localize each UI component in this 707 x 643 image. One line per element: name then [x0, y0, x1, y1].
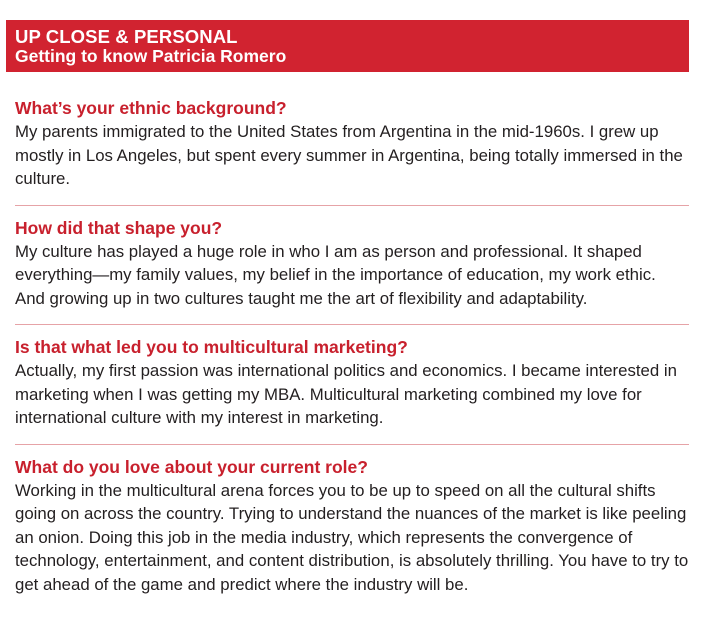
question-heading: What do you love about your current role?: [15, 456, 368, 477]
question-heading: How did that shape you?: [15, 217, 223, 238]
answer-text: My parents immigrated to the United States from Argentina in the mid-1960s. I grew up mostly in Los Angeles, but spent every summer in Argentina, being totally immersed in the culture.: [15, 122, 683, 188]
divider: [15, 324, 689, 325]
qa-item-current-role: [6, 456, 689, 597]
qa-list: [6, 97, 689, 596]
divider: [15, 444, 689, 445]
answer-text: My culture has played a huge role in who I am as person and professional. It shaped everything—my family values, my belief in the importance of education, my work ethic. And growing up in two cultures taught me the art of flexibility and adaptability.: [15, 241, 656, 308]
answer-text: Actually, my first passion was international politics and economics. I became interested in marketing when I was getting my MBA. Multicultural marketing combined my love for international culture with my interest in marketing.: [15, 361, 677, 427]
qa-item-shape-you: [6, 217, 689, 311]
answer-text: Working in the multicultural arena forces you to be up to speed on all the cultural shifts going on across the country. Trying to understand the nuances of the market is like peeling an onion. Doing this job in the media industry, which represents the convergence of technology, entertainment, and content distribution, is absolutely thrilling. You have to try to get ahead of the game and predict where the industry will be.: [15, 480, 689, 594]
sidebar-title: UP CLOSE & PERSONAL: [15, 26, 238, 47]
sidebar-subtitle: Getting to know Patricia Romero: [15, 46, 287, 66]
qa-item-multicultural-marketing: [6, 336, 689, 430]
divider: [15, 205, 689, 206]
header-band: [6, 20, 689, 72]
profile-sidebar: [6, 20, 689, 596]
question-heading: Is that what led you to multicultural marketing?: [15, 337, 408, 357]
qa-item-ethnic-background: [6, 97, 689, 191]
question-heading: What’s your ethnic background?: [15, 98, 287, 118]
